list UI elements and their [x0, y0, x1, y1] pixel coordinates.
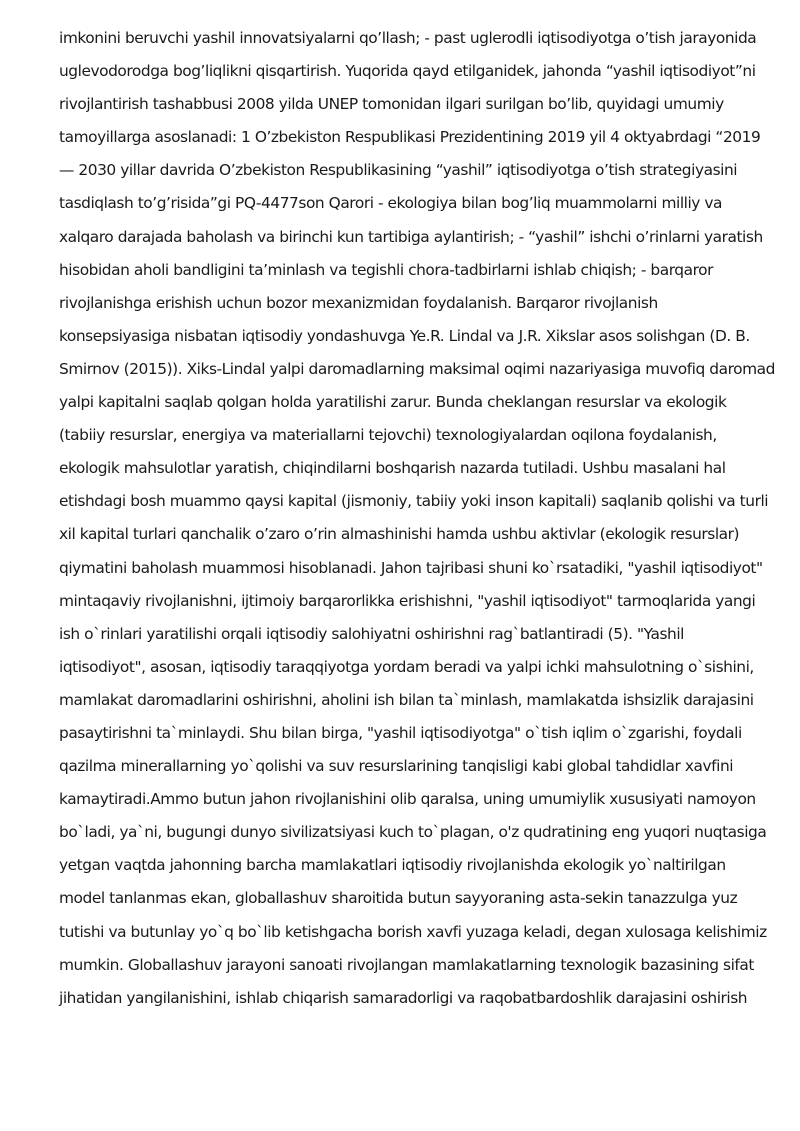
- text-line: ish o`rinlari yaratilishi orqali iqtisodiy salohiyatni oshirishni rag`batlantiradi (5). "Yashil: [59, 624, 684, 643]
- text-line: — 2030 yillar davrida O’zbekiston Respublikasining “yashil” iqtisodiyotga o’tish strategiyasini: [59, 161, 738, 180]
- text-line: konsepsiyasiga nisbatan iqtisodiy yondashuvga Ye.R. Lindal va J.R. Xikslar asos solishgan (D. B.: [59, 326, 750, 345]
- text-line: qazilma minerallarning yo`qolishi va suv resurslarining tanqisligi kabi global tahdidlar xavfini: [59, 757, 734, 776]
- text-line: xalqaro darajada baholash va birinchi kun tartibiga aylantirish; - “yashil” ishchi o’rinlarni yaratish: [59, 227, 763, 246]
- text-line: mintaqaviy rivojlanishni, ijtimoiy barqarorlikka erishishni, "yashil iqtisodiyot" tarmoqlarida yangi: [59, 591, 756, 610]
- text-line: kamaytiradi.Ammo butun jahon rivojlanishini olib qaralsa, uning umumiylik xususiyati namoyon: [59, 790, 756, 809]
- text-line: yalpi kapitalni saqlab qolgan holda yaratilishi zarur. Bunda cheklangan resurslar va ekologik: [59, 393, 727, 412]
- text-line: iqtisodiyot", asosan, iqtisodiy taraqqiyotga yordam beradi va yalpi ichki mahsulotning o`sishini,: [59, 657, 754, 676]
- text-line: mamlakat daromadlarini oshirishni, aholini ish bilan ta`minlash, mamlakatda ishsizlik darajasini: [59, 690, 754, 709]
- text-line: tutishi va butunlay yo`q bo`lib ketishgacha borish xavfi yuzaga keladi, degan xulosaga kelishimiz: [59, 922, 767, 941]
- text-line: tasdiqlash to’g’risida”gi PQ-4477son Qarori - ekologiya bilan bog’liq muammolarni milliy va: [59, 194, 723, 213]
- body-text: [59, 22, 795, 1015]
- text-line: hisobidan aholi bandligini ta’minlash va tegishli chora-tadbirlarni ishlab chiqish; - barqaror: [59, 260, 713, 279]
- text-line: imkonini beruvchi yashil innovatsiyalarni qo’llash; - past uglerodli iqtisodiyotga o’tish jarayonida: [59, 29, 757, 47]
- text-line: rivojlanishga erishish uchun bozor mexanizmidan foydalanish. Barqaror rivojlanish: [59, 293, 658, 312]
- text-line: pasaytirishni ta`minlaydi. Shu bilan birga, "yashil iqtisodiyotga" o`tish iqlim o`zgarishi, foydali: [59, 723, 742, 742]
- text-line: ekologik mahsulotlar yaratish, chiqindilarni boshqarish nazarda tutiladi. Ushbu masalani hal: [59, 459, 726, 478]
- text-line: model tanlanmas ekan, globallashuv sharoitida butun sayyoraning asta-sekin tanazzulga yuz: [59, 889, 738, 908]
- text-line: bo`ladi, ya`ni, bugungi dunyo sivilizatsiyasi kuch to`plagan, o'z qudratining eng yuqori nuqtasiga: [59, 823, 767, 842]
- text-line: yetgan vaqtda jahonning barcha mamlakatlari iqtisodiy rivojlanishda ekologik yo`naltirilgan: [59, 856, 726, 875]
- text-line: mumkin. Globallashuv jarayoni sanoati rivojlangan mamlakatlarning texnologik bazasining sifat: [59, 955, 754, 974]
- text-line: tamoyillarga asoslanadi: 1 O’zbekiston Respublikasi Prezidentining 2019 yil 4 oktyabrdagi “2019: [59, 128, 761, 147]
- text-line: rivojlantirish tashabbusi 2008 yilda UNEP tomonidan ilgari surilgan bo’lib, quyidagi umumiy: [59, 95, 724, 114]
- text-line: uglevodorodga bog’liqlikni qisqartirish. Yuqorida qayd etilganidek, jahonda “yashil iqtisodiyot”ni: [59, 62, 756, 81]
- text-line: xil kapital turlari qanchalik o’zaro o’rin almashinishi hamda ushbu aktivlar (ekologik resurslar): [59, 525, 740, 544]
- text-line: etishdagi bosh muammo qaysi kapital (jismoniy, tabiiy yoki inson kapitali) saqlanib qolishi va turli: [59, 492, 769, 511]
- text-line: Smirnov (2015)). Xiks-Lindal yalpi daromadlarning maksimal oqimi nazariyasiga muvofiq daromad: [59, 359, 775, 378]
- text-line: jihatidan yangilanishini, ishlab chiqarish samaradorligi va raqobatbardoshlik darajasini oshirish: [59, 988, 748, 1007]
- text-line: (tabiiy resurslar, energiya va materiallarni tejovchi) texnologiyalardan oqilona foydalanish,: [59, 426, 717, 445]
- text-line: qiymatini baholash muammosi hisoblanadi. Jahon tajribasi shuni ko`rsatadiki, "yashil iqtisodiyot": [59, 558, 763, 577]
